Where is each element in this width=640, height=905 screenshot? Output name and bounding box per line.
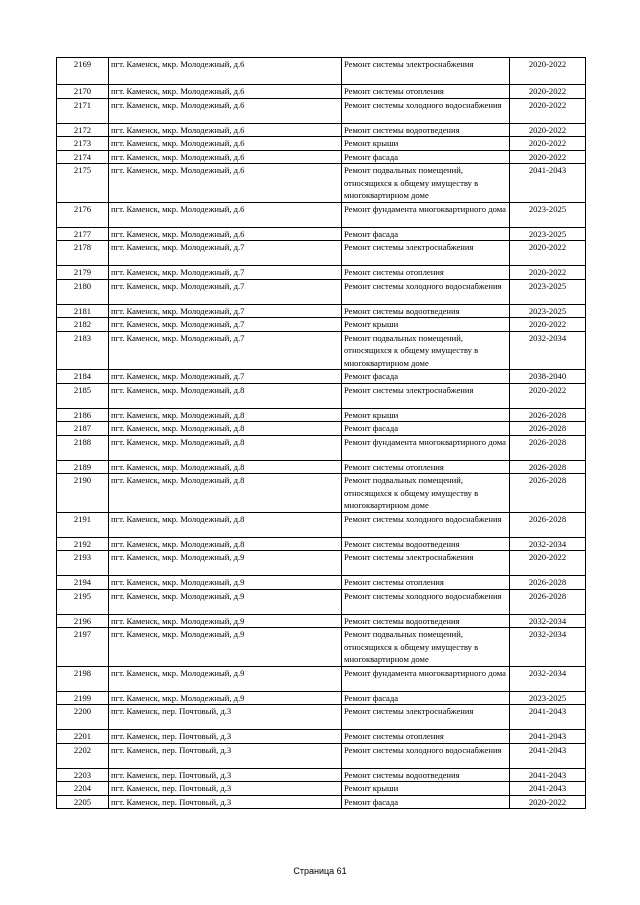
table-row <box>57 266 586 280</box>
work-type-cell: Ремонт подвальных помещений, относящихся к общему имуществу в многоквартирном доме <box>342 164 510 203</box>
period-cell: 2026-2028 <box>510 589 586 614</box>
page-number: Страница 61 <box>293 866 347 876</box>
table-row <box>57 743 586 768</box>
table-row <box>57 435 586 460</box>
work-type-cell: Ремонт системы электроснабжения <box>342 705 510 730</box>
period-cell: 2032-2034 <box>510 331 586 370</box>
table-row <box>57 474 586 513</box>
row-number: 2193 <box>57 551 109 576</box>
work-type-cell: Ремонт системы водоотведения <box>342 123 510 137</box>
address-cell: пгт. Каменск, мкр. Молодежный, д.6 <box>109 137 342 151</box>
address-cell: пгт. Каменск, мкр. Молодежный, д.8 <box>109 435 342 460</box>
period-cell: 2041-2043 <box>510 782 586 796</box>
address-cell: пгт. Каменск, мкр. Молодежный, д.6 <box>109 98 342 123</box>
period-cell: 2023-2025 <box>510 304 586 318</box>
row-number: 2176 <box>57 202 109 227</box>
row-number: 2189 <box>57 460 109 474</box>
address-cell: пгт. Каменск, мкр. Молодежный, д.6 <box>109 58 342 85</box>
work-type-cell: Ремонт системы холодного водоснабжения <box>342 512 510 537</box>
row-number: 2175 <box>57 164 109 203</box>
address-cell: пгт. Каменск, мкр. Молодежный, д.7 <box>109 331 342 370</box>
work-type-cell: Ремонт системы холодного водоснабжения <box>342 279 510 304</box>
row-number: 2171 <box>57 98 109 123</box>
work-type-cell: Ремонт системы отопления <box>342 85 510 99</box>
period-cell: 2023-2025 <box>510 279 586 304</box>
table-row <box>57 782 586 796</box>
period-cell: 2020-2022 <box>510 241 586 266</box>
period-cell: 2020-2022 <box>510 98 586 123</box>
work-type-cell: Ремонт фасада <box>342 422 510 436</box>
address-cell: пгт. Каменск, мкр. Молодежный, д.9 <box>109 666 342 691</box>
row-number: 2185 <box>57 383 109 408</box>
period-cell: 2020-2022 <box>510 383 586 408</box>
work-type-cell: Ремонт подвальных помещений, относящихся к общему имуществу в многоквартирном доме <box>342 331 510 370</box>
period-cell: 2023-2025 <box>510 691 586 705</box>
work-type-cell: Ремонт системы отопления <box>342 576 510 590</box>
row-number: 2200 <box>57 705 109 730</box>
work-type-cell: Ремонт системы электроснабжения <box>342 551 510 576</box>
row-number: 2192 <box>57 537 109 551</box>
period-cell: 2032-2034 <box>510 628 586 667</box>
period-cell: 2026-2028 <box>510 474 586 513</box>
period-cell: 2032-2034 <box>510 537 586 551</box>
work-type-cell: Ремонт системы водоотведения <box>342 768 510 782</box>
period-cell: 2026-2028 <box>510 576 586 590</box>
row-number: 2204 <box>57 782 109 796</box>
address-cell: пгт. Каменск, мкр. Молодежный, д.6 <box>109 202 342 227</box>
table-row <box>57 691 586 705</box>
address-cell: пгт. Каменск, пер. Почтовый, д.3 <box>109 768 342 782</box>
work-type-cell: Ремонт системы электроснабжения <box>342 383 510 408</box>
table-row <box>57 331 586 370</box>
work-type-cell: Ремонт системы электроснабжения <box>342 241 510 266</box>
row-number: 2184 <box>57 370 109 384</box>
row-number: 2202 <box>57 743 109 768</box>
table-row <box>57 370 586 384</box>
row-number: 2203 <box>57 768 109 782</box>
work-type-cell: Ремонт крыши <box>342 782 510 796</box>
row-number: 2197 <box>57 628 109 667</box>
table-row <box>57 460 586 474</box>
table-row <box>57 628 586 667</box>
table-row <box>57 85 586 99</box>
period-cell: 2026-2028 <box>510 512 586 537</box>
table-row <box>57 705 586 730</box>
row-number: 2180 <box>57 279 109 304</box>
table-row <box>57 512 586 537</box>
address-cell: пгт. Каменск, мкр. Молодежный, д.6 <box>109 123 342 137</box>
row-number: 2170 <box>57 85 109 99</box>
address-cell: пгт. Каменск, мкр. Молодежный, д.9 <box>109 691 342 705</box>
work-type-cell: Ремонт подвальных помещений, относящихся к общему имуществу в многоквартирном доме <box>342 474 510 513</box>
row-number: 2187 <box>57 422 109 436</box>
address-cell: пгт. Каменск, пер. Почтовый, д.3 <box>109 782 342 796</box>
row-number: 2191 <box>57 512 109 537</box>
address-cell: пгт. Каменск, мкр. Молодежный, д.9 <box>109 589 342 614</box>
address-cell: пгт. Каменск, мкр. Молодежный, д.9 <box>109 551 342 576</box>
period-cell: 2041-2043 <box>510 705 586 730</box>
row-number: 2188 <box>57 435 109 460</box>
address-cell: пгт. Каменск, мкр. Молодежный, д.7 <box>109 241 342 266</box>
table-row <box>57 589 586 614</box>
period-cell: 2020-2022 <box>510 123 586 137</box>
work-type-cell: Ремонт системы водоотведения <box>342 304 510 318</box>
table-row <box>57 614 586 628</box>
table-row <box>57 202 586 227</box>
row-number: 2179 <box>57 266 109 280</box>
row-number: 2196 <box>57 614 109 628</box>
table-row <box>57 279 586 304</box>
row-number: 2183 <box>57 331 109 370</box>
row-number: 2201 <box>57 730 109 744</box>
table-row <box>57 150 586 164</box>
repair-schedule-table <box>56 57 586 809</box>
table-row <box>57 58 586 85</box>
address-cell: пгт. Каменск, мкр. Молодежный, д.6 <box>109 164 342 203</box>
address-cell: пгт. Каменск, мкр. Молодежный, д.8 <box>109 383 342 408</box>
work-type-cell: Ремонт системы водоотведения <box>342 537 510 551</box>
address-cell: пгт. Каменск, мкр. Молодежный, д.9 <box>109 628 342 667</box>
table-row <box>57 768 586 782</box>
table-row <box>57 537 586 551</box>
period-cell: 2041-2043 <box>510 730 586 744</box>
table-row <box>57 422 586 436</box>
period-cell: 2020-2022 <box>510 137 586 151</box>
work-type-cell: Ремонт фундамента многоквартирного дома <box>342 435 510 460</box>
work-type-cell: Ремонт подвальных помещений, относящихся к общему имуществу в многоквартирном доме <box>342 628 510 667</box>
address-cell: пгт. Каменск, мкр. Молодежный, д.6 <box>109 227 342 241</box>
period-cell: 2041-2043 <box>510 164 586 203</box>
period-cell: 2020-2022 <box>510 795 586 809</box>
table-row <box>57 551 586 576</box>
address-cell: пгт. Каменск, мкр. Молодежный, д.7 <box>109 370 342 384</box>
table-row <box>57 304 586 318</box>
address-cell: пгт. Каменск, мкр. Молодежный, д.8 <box>109 474 342 513</box>
table-row <box>57 227 586 241</box>
work-type-cell: Ремонт системы электроснабжения <box>342 58 510 85</box>
address-cell: пгт. Каменск, мкр. Молодежный, д.9 <box>109 614 342 628</box>
table-row <box>57 98 586 123</box>
address-cell: пгт. Каменск, мкр. Молодежный, д.8 <box>109 408 342 422</box>
period-cell: 2026-2028 <box>510 435 586 460</box>
address-cell: пгт. Каменск, мкр. Молодежный, д.7 <box>109 304 342 318</box>
table-row <box>57 730 586 744</box>
period-cell: 2038-2040 <box>510 370 586 384</box>
address-cell: пгт. Каменск, пер. Почтовый, д.3 <box>109 705 342 730</box>
table-body <box>57 58 586 809</box>
table-row <box>57 137 586 151</box>
table-row <box>57 666 586 691</box>
table-row <box>57 383 586 408</box>
address-cell: пгт. Каменск, мкр. Молодежный, д.8 <box>109 537 342 551</box>
address-cell: пгт. Каменск, мкр. Молодежный, д.6 <box>109 85 342 99</box>
address-cell: пгт. Каменск, мкр. Молодежный, д.8 <box>109 422 342 436</box>
period-cell: 2032-2034 <box>510 614 586 628</box>
table-row <box>57 408 586 422</box>
period-cell: 2026-2028 <box>510 460 586 474</box>
period-cell: 2041-2043 <box>510 743 586 768</box>
row-number: 2198 <box>57 666 109 691</box>
work-type-cell: Ремонт фасада <box>342 370 510 384</box>
table-row <box>57 318 586 332</box>
period-cell: 2026-2028 <box>510 422 586 436</box>
table-row <box>57 164 586 203</box>
row-number: 2169 <box>57 58 109 85</box>
work-type-cell: Ремонт фундамента многоквартирного дома <box>342 202 510 227</box>
address-cell: пгт. Каменск, пер. Почтовый, д.3 <box>109 795 342 809</box>
period-cell: 2020-2022 <box>510 150 586 164</box>
work-type-cell: Ремонт системы холодного водоснабжения <box>342 589 510 614</box>
address-cell: пгт. Каменск, мкр. Молодежный, д.6 <box>109 150 342 164</box>
work-type-cell: Ремонт фасада <box>342 795 510 809</box>
page-footer <box>0 866 640 876</box>
work-type-cell: Ремонт фундамента многоквартирного дома <box>342 666 510 691</box>
period-cell: 2023-2025 <box>510 202 586 227</box>
table-row <box>57 241 586 266</box>
address-cell: пгт. Каменск, мкр. Молодежный, д.8 <box>109 512 342 537</box>
row-number: 2177 <box>57 227 109 241</box>
work-type-cell: Ремонт крыши <box>342 318 510 332</box>
period-cell: 2020-2022 <box>510 58 586 85</box>
work-type-cell: Ремонт системы водоотведения <box>342 614 510 628</box>
row-number: 2199 <box>57 691 109 705</box>
table-row <box>57 795 586 809</box>
address-cell: пгт. Каменск, мкр. Молодежный, д.7 <box>109 318 342 332</box>
row-number: 2173 <box>57 137 109 151</box>
period-cell: 2026-2028 <box>510 408 586 422</box>
work-type-cell: Ремонт системы отопления <box>342 266 510 280</box>
row-number: 2182 <box>57 318 109 332</box>
table-row <box>57 576 586 590</box>
period-cell: 2020-2022 <box>510 85 586 99</box>
row-number: 2172 <box>57 123 109 137</box>
period-cell: 2020-2022 <box>510 318 586 332</box>
work-type-cell: Ремонт крыши <box>342 137 510 151</box>
address-cell: пгт. Каменск, мкр. Молодежный, д.8 <box>109 460 342 474</box>
period-cell: 2020-2022 <box>510 551 586 576</box>
address-cell: пгт. Каменск, мкр. Молодежный, д.7 <box>109 279 342 304</box>
row-number: 2186 <box>57 408 109 422</box>
row-number: 2190 <box>57 474 109 513</box>
row-number: 2205 <box>57 795 109 809</box>
address-cell: пгт. Каменск, мкр. Молодежный, д.7 <box>109 266 342 280</box>
work-type-cell: Ремонт фасада <box>342 227 510 241</box>
period-cell: 2032-2034 <box>510 666 586 691</box>
period-cell: 2041-2043 <box>510 768 586 782</box>
row-number: 2195 <box>57 589 109 614</box>
address-cell: пгт. Каменск, пер. Почтовый, д.3 <box>109 730 342 744</box>
address-cell: пгт. Каменск, пер. Почтовый, д.3 <box>109 743 342 768</box>
work-type-cell: Ремонт системы отопления <box>342 460 510 474</box>
row-number: 2194 <box>57 576 109 590</box>
work-type-cell: Ремонт фасада <box>342 150 510 164</box>
work-type-cell: Ремонт системы холодного водоснабжения <box>342 743 510 768</box>
period-cell: 2023-2025 <box>510 227 586 241</box>
row-number: 2181 <box>57 304 109 318</box>
row-number: 2178 <box>57 241 109 266</box>
work-type-cell: Ремонт системы отопления <box>342 730 510 744</box>
period-cell: 2020-2022 <box>510 266 586 280</box>
row-number: 2174 <box>57 150 109 164</box>
address-cell: пгт. Каменск, мкр. Молодежный, д.9 <box>109 576 342 590</box>
work-type-cell: Ремонт фасада <box>342 691 510 705</box>
table-row <box>57 123 586 137</box>
work-type-cell: Ремонт крыши <box>342 408 510 422</box>
work-type-cell: Ремонт системы холодного водоснабжения <box>342 98 510 123</box>
